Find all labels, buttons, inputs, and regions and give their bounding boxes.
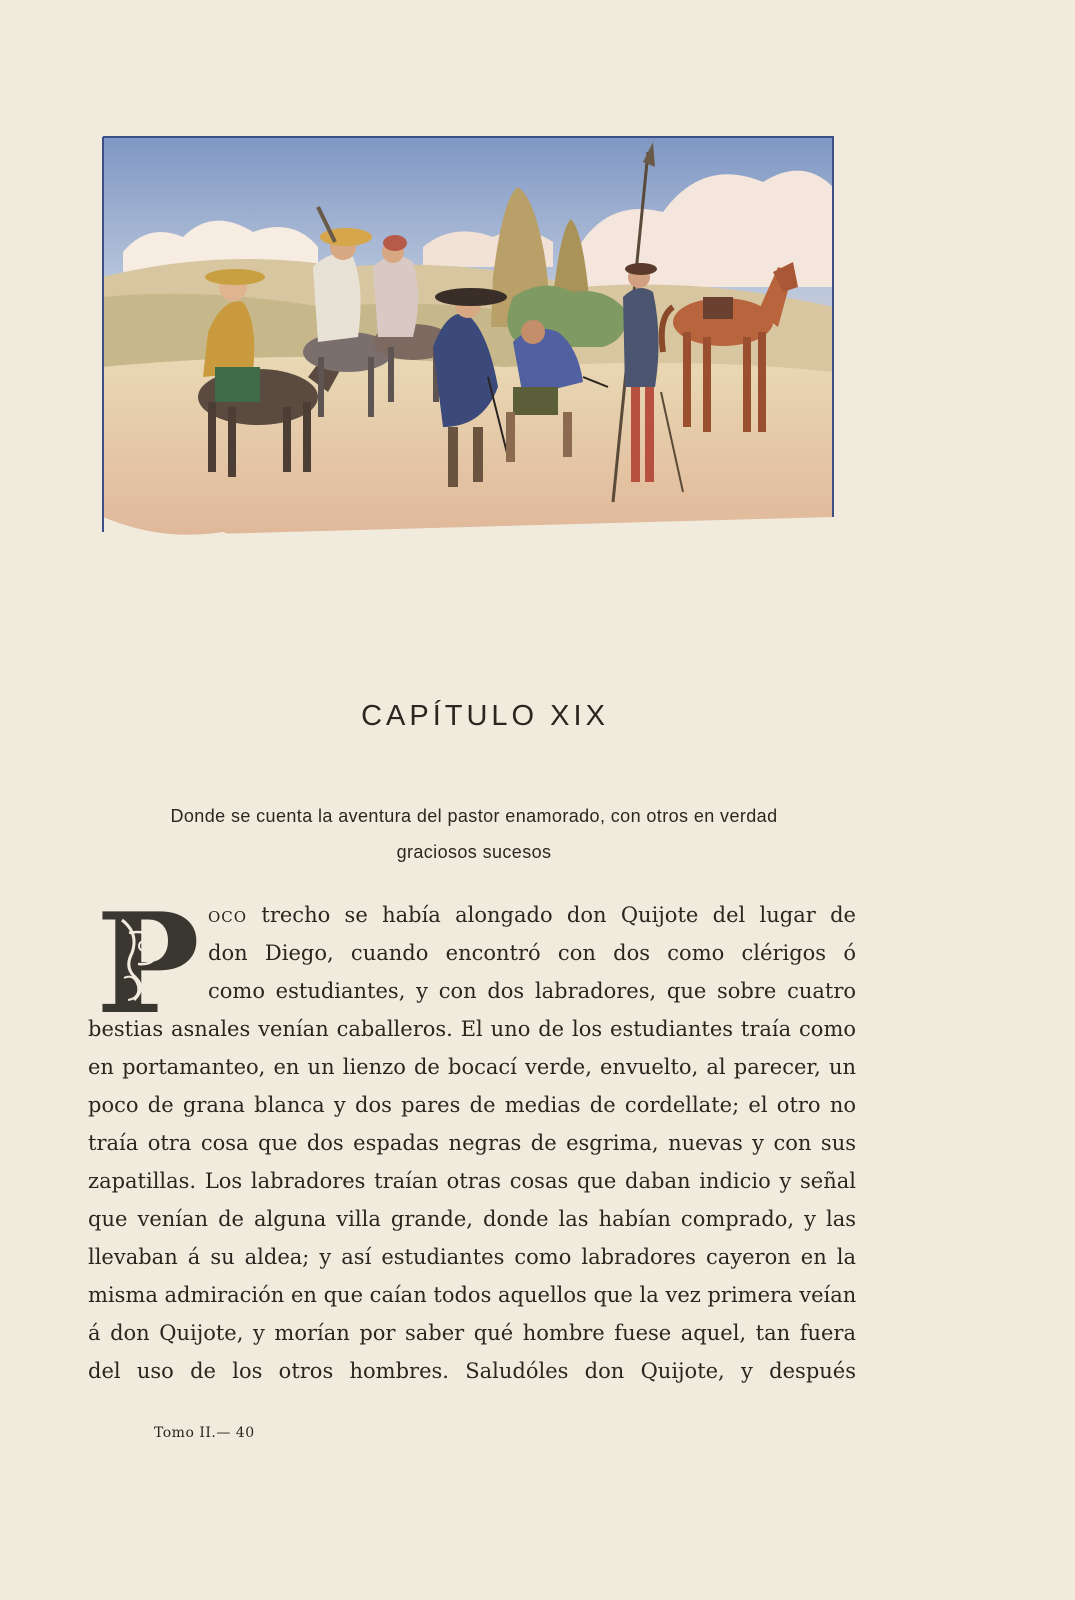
text-line-12: á don Quijote, y morían por saber qué hombre fuese aquel, tan fuera (88, 1321, 856, 1345)
illustration-image (103, 137, 851, 567)
text-line-7: traía otra cosa que dos espadas negras de esgrima, nuevas y con sus (88, 1131, 856, 1155)
subtitle-line-2: graciosos sucesos (396, 842, 552, 862)
text-line-1 (208, 902, 856, 930)
text-line-11: misma admiración en que caían todos aquellos que la vez primera veían (88, 1283, 857, 1307)
text-line-10: llevaban á su aldea; y así estudiantes como labradores cayeron en la (88, 1245, 856, 1269)
text-line-6: poco de grana blanca y dos pares de medias de cordellate; el otro no (88, 1093, 856, 1117)
text-line-4: bestias asnales venían caballeros. El uno de los estudiantes traía como (88, 1017, 856, 1041)
text-line-2: don Diego, cuando encontró con dos como clérigos ó (208, 941, 856, 965)
text-line-9: que venían de alguna villa grande, donde las habían comprado, y las (88, 1207, 856, 1231)
text-line-5: en portamanteo, en un lienzo de bocací verde, envuelto, al parecer, un (88, 1055, 856, 1079)
text-line-3: como estudiantes, y con dos labradores, que sobre cuatro (208, 979, 856, 1003)
chapter-title: CAPÍTULO XIX (361, 700, 609, 732)
chapter-subtitle (90, 798, 858, 870)
text-line-8: zapatillas. Los labradores traían otras cosas que daban indicio y señal (88, 1169, 856, 1193)
text-line-1-rest: trecho se había alongado don Quijote del lugar de (247, 903, 856, 927)
volume-signature: Tomo II.— 40 (154, 1425, 255, 1441)
ornamental-initial-icon (94, 882, 200, 1045)
subtitle-line-1: Donde se cuenta la aventura del pastor enamorado, con otros en verdad (170, 806, 778, 826)
chapter-illustration (103, 137, 851, 567)
text-line-13: del uso de los otros hombres. Saludóles don Quijote, y después (88, 1359, 856, 1383)
drop-cap (94, 882, 200, 1045)
small-caps-word: OCO (208, 908, 248, 926)
drop-cap-letter: P (96, 882, 200, 1045)
